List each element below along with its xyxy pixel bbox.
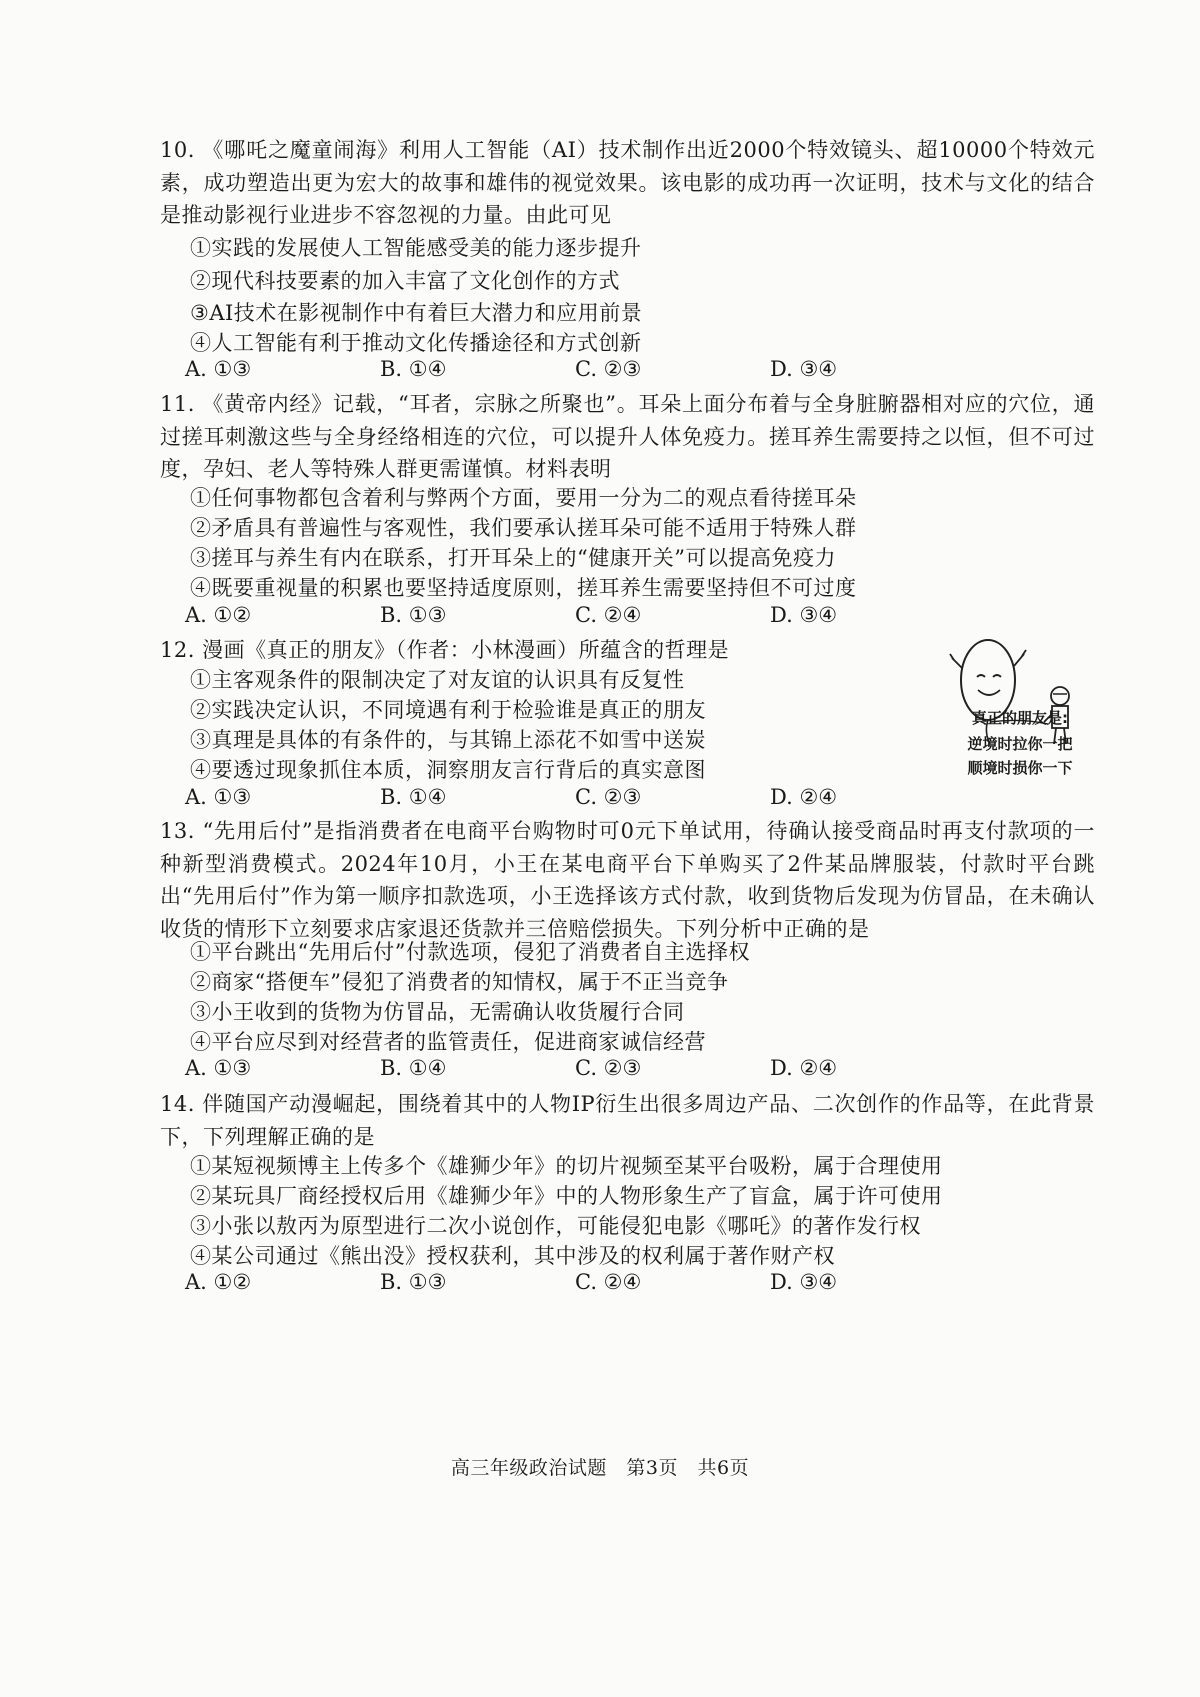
question-11-option-2: ②矛盾具有普遍性与客观性，我们要承认搓耳朵可能不适用于特殊人群	[190, 516, 857, 540]
question-10-stem: 10. 《哪吒之魔童闹海》利用人工智能（AI）技术制作出近2000个特效镜头、超10000个特效元素，成功塑造出更为宏大的故事和雄伟的视觉效果。该电影的成功再一次证明，技术与文化的结合是推动影视行业进步不容忽视的力量。由此可见	[160, 138, 1095, 227]
question-10-option-4: ④人工智能有利于推动文化传播途径和方式创新	[190, 331, 642, 355]
question-12-option-1: ①主客观条件的限制决定了对友谊的认识具有反复性	[190, 668, 685, 692]
question-12-option-3: ③真理是具体的有条件的，与其锦上添花不如雪中送炭	[190, 728, 706, 752]
question-13-choices	[0, 1056, 1200, 1088]
question-10-option-1: ①实践的发展使人工智能感受美的能力逐步提升	[190, 236, 642, 260]
question-14-choice-b: B. ①③	[380, 1270, 447, 1294]
question-10-option-3: ③AI技术在影视制作中有着巨大潜力和应用前景	[190, 301, 643, 325]
question-12-choice-c: C. ②③	[575, 785, 642, 809]
question-14-option-1: ①某短视频博主上传多个《雄狮少年》的切片视频至某平台吸粉，属于合理使用	[190, 1154, 943, 1178]
question-13-option-3: ③小王收到的货物为仿冒品，无需确认收货履行合同	[190, 1000, 685, 1024]
question-12-option-2: ②实践决定认识，不同境遇有利于检验谁是真正的朋友	[190, 698, 706, 722]
question-11-choice-a: A. ①②	[185, 603, 252, 627]
question-11-choice-b: B. ①③	[380, 603, 447, 627]
question-14-choice-d: D. ③④	[770, 1270, 838, 1294]
question-13-choice-d: D. ②④	[770, 1056, 838, 1080]
question-14-stem: 14. 伴随国产动漫崛起，围绕着其中的人物IP衍生出很多周边产品、二次创作的作品等，在此背景下，下列理解正确的是	[160, 1092, 1095, 1149]
cartoon-caption-line-2: 逆境时拉你一把	[967, 735, 1073, 753]
question-13-choice-c: C. ②③	[575, 1056, 642, 1080]
question-14-choice-a: A. ①②	[185, 1270, 252, 1294]
question-13-option-2: ②商家“搭便车”侵犯了消费者的知情权，属于不正当竞争	[190, 970, 729, 994]
question-11-choice-d: D. ③④	[770, 603, 838, 627]
question-13-option-4: ④平台应尽到对经营者的监管责任，促进商家诚信经营	[190, 1030, 706, 1054]
cartoon-caption-line-1: 真正的朋友是:	[972, 709, 1068, 727]
question-14-option-2: ②某玩具厂商经授权后用《雄狮少年》中的人物形象生产了盲盒，属于许可使用	[190, 1184, 943, 1208]
question-10-choices	[0, 357, 1200, 389]
page-footer: 高三年级政治试题 第3页 共6页	[450, 1457, 750, 1479]
cartoon-drawing	[940, 630, 1100, 750]
question-12-option-4: ④要透过现象抓住本质，洞察朋友言行背后的真实意图	[190, 758, 706, 782]
question-12-choice-a: A. ①③	[185, 785, 252, 809]
question-13-option-1: ①平台跳出“先用后付”付款选项，侵犯了消费者自主选择权	[190, 940, 750, 964]
question-11-choice-c: C. ②④	[575, 603, 642, 627]
question-12-stem: 12. 漫画《真正的朋友》（作者：小林漫画）所蕴含的哲理是	[160, 638, 730, 662]
question-12-choice-d: D. ②④	[770, 785, 838, 809]
question-11-stem: 11. 《黄帝内经》记载，“耳者，宗脉之所聚也”。耳朵上面分布着与全身脏腑器相对应的穴位，通过搓耳刺激这些与全身经络相连的穴位，可以提升人体免疫力。搓耳养生需要持之以恒，但不可过度，孕妇、老人等特殊人群更需谨慎。材料表明	[160, 392, 1095, 481]
question-14-option-4: ④某公司通过《熊出没》授权获利，其中涉及的权利属于著作财产权	[190, 1244, 835, 1268]
question-10-choice-b: B. ①④	[380, 357, 447, 381]
question-10-choice-d: D. ③④	[770, 357, 838, 381]
question-14-choices	[0, 1270, 1200, 1302]
question-11-option-4: ④既要重视量的积累也要坚持适度原则，搓耳养生需要坚持但不可过度	[190, 576, 857, 600]
question-14-option-3: ③小张以敖丙为原型进行二次小说创作，可能侵犯电影《哪吒》的著作发行权	[190, 1214, 921, 1238]
question-13-choice-a: A. ①③	[185, 1056, 252, 1080]
question-14-choice-c: C. ②④	[575, 1270, 642, 1294]
question-11-option-3: ③搓耳与养生有内在联系，打开耳朵上的“健康开关”可以提高免疫力	[190, 546, 836, 570]
question-10-option-2: ②现代科技要素的加入丰富了文化创作的方式	[190, 269, 620, 293]
cartoon-true-friend	[940, 630, 1100, 830]
cartoon-caption-line-3: 顺境时损你一下	[967, 759, 1073, 777]
question-11-option-1: ①任何事物都包含着利与弊两个方面，要用一分为二的观点看待搓耳朵	[190, 486, 857, 510]
question-10-choice-a: A. ①③	[185, 357, 252, 381]
question-13-stem: 13. “先用后付”是指消费者在电商平台购物时可0元下单试用，待确认接受商品时再支付款项的一种新型消费模式。2024年10月，小王在某电商平台下单购买了2件某品牌服装，付款时平台跳出“先用后付”作为第一顺序扣款选项，小王选择该方式付款，收到货物后发现为仿冒品，在未确认收货的情形下立刻要求店家退还货款并三倍赔偿损失。下列分析中正确的是	[160, 819, 1095, 941]
question-13-choice-b: B. ①④	[380, 1056, 447, 1080]
question-12-choice-b: B. ①④	[380, 785, 447, 809]
question-10-choice-c: C. ②③	[575, 357, 642, 381]
